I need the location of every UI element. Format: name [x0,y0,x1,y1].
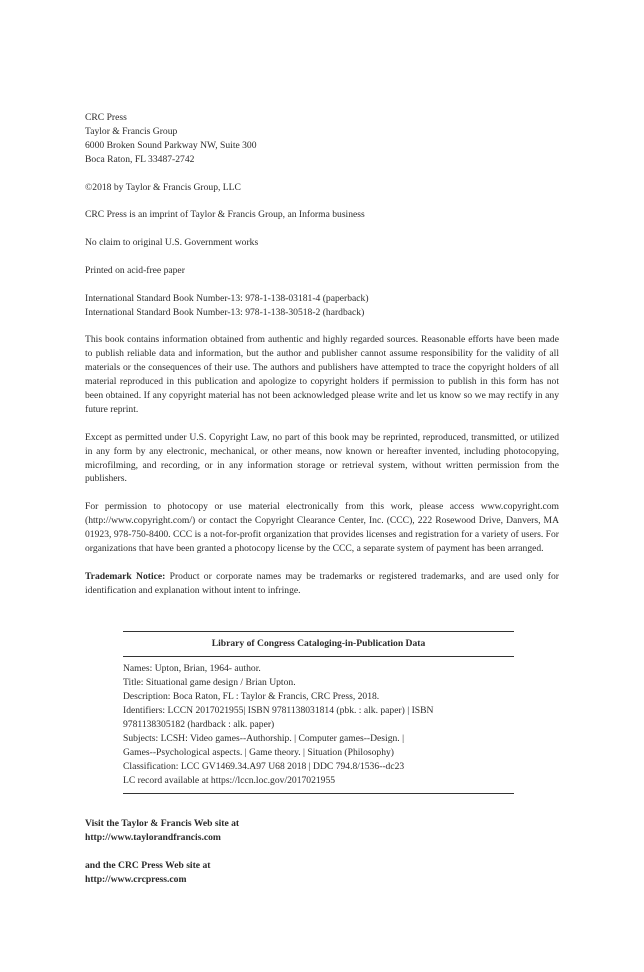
paper-statement: Printed on acid-free paper [85,264,185,276]
cip-line: Description: Boca Raton, FL : Taylor & Francis, CRC Press, 2018. [123,691,380,702]
cip-title: Library of Congress Cataloging-in-Publication Data [211,638,426,649]
cip-entries [123,657,514,793]
cip-line: LC record available at https://lccn.loc.gov/2017021955 [123,775,336,786]
trademark-notice [85,570,559,598]
copyright-notice: ©2018 by Taylor & Francis Group, LLC [85,181,241,193]
copyright-page-body [85,111,559,598]
cip-line: Identifiers: LCCN 2017021955| ISBN 9781138031814 (pbk. : alk. paper) | ISBN [123,705,434,716]
tf-website-label: Visit the Taylor & Francis Web site at [85,818,240,829]
publisher-group: Taylor & Francis Group [85,125,178,137]
crc-website-label: and the CRC Press Web site at [85,860,211,871]
cip-data-block [123,631,514,794]
imprint-statement: CRC Press is an imprint of Taylor & Francis Group, an Informa business [85,209,365,221]
cip-line: Names: Upton, Brian, 1964- author. [123,663,261,674]
publisher-name: CRC Press [85,112,127,123]
government-works-claim: No claim to original U.S. Government works [85,237,259,249]
permission-paragraph: For permission to photocopy or use material electronically from this work, please access www.copyright.com (http://www.copyright.com/) or contact the Copyright Clearance Center, Inc. (CCC), 222 Rosewood Drive, Danvers, MA 01923, 978-750-8400. CCC is a not-for-profit organization that provides licenses and registration for a variety of users. For organizations that have been granted a photocopy license by the CCC, a separate system of payment has been arranged. [85,501,559,554]
cip-line: Games--Psychological aspects. | Game theory. | Situation (Philosophy) [123,747,394,758]
crc-website-url[interactable]: http://www.crcpress.com [85,874,187,885]
publisher-address-line-1: 6000 Broken Sound Parkway NW, Suite 300 [85,139,257,151]
isbn-hardback: International Standard Book Number-13: 978-1-138-30518-2 (hardback) [85,306,365,318]
copyright-law-paragraph: Except as permitted under U.S. Copyright Law, no part of this book may be reprinted, reproduced, transmitted, or utilized in any form by any electronic, mechanical, or other means, now known or hereafter invented, including photocopying, microfilming, and recording, or in any information storage or retrieval system, without written permission from the publishers. [85,431,559,485]
tf-website-url[interactable]: http://www.taylorandfrancis.com [85,832,221,843]
cip-bottom-rule [123,793,514,794]
isbn-paperback: International Standard Book Number-13: 978-1-138-03181-4 (paperback) [85,292,369,304]
cip-line: 9781138305182 (hardback : alk. paper) [123,719,275,730]
cip-line: Title: Situational game design / Brian Upton. [123,677,296,688]
cip-line: Subjects: LCSH: Video games--Authorship. | Computer games--Design. | [123,733,405,744]
cip-line: Classification: LCC GV1469.34.A97 U68 2018 | DDC 794.8/1536--dc23 [123,761,405,772]
publisher-address-line-2: Boca Raton, FL 33487-2742 [85,153,195,165]
trademark-text: Product or corporate names may be trademarks or registered trademarks, and are used only for identification and explanation without intent to infringe. [85,570,559,596]
trademark-label: Trademark Notice: [85,570,166,582]
sources-paragraph: This book contains information obtained from authentic and highly regarded sources. Reasonable efforts have been made to publish reliable data and information, but the author and publisher cannot assume responsibility for the validity of all materials or the consequences of their use. The authors and publishers have attempted to trace the copyright holders of all material reproduced in this publication and apologize to copyright holders if permission to publish in this form has not been obtained. If any copyright material has not been acknowledged please write and let us know so we may rectify in any future reprint. [85,334,559,415]
web-site-footer [85,817,385,887]
